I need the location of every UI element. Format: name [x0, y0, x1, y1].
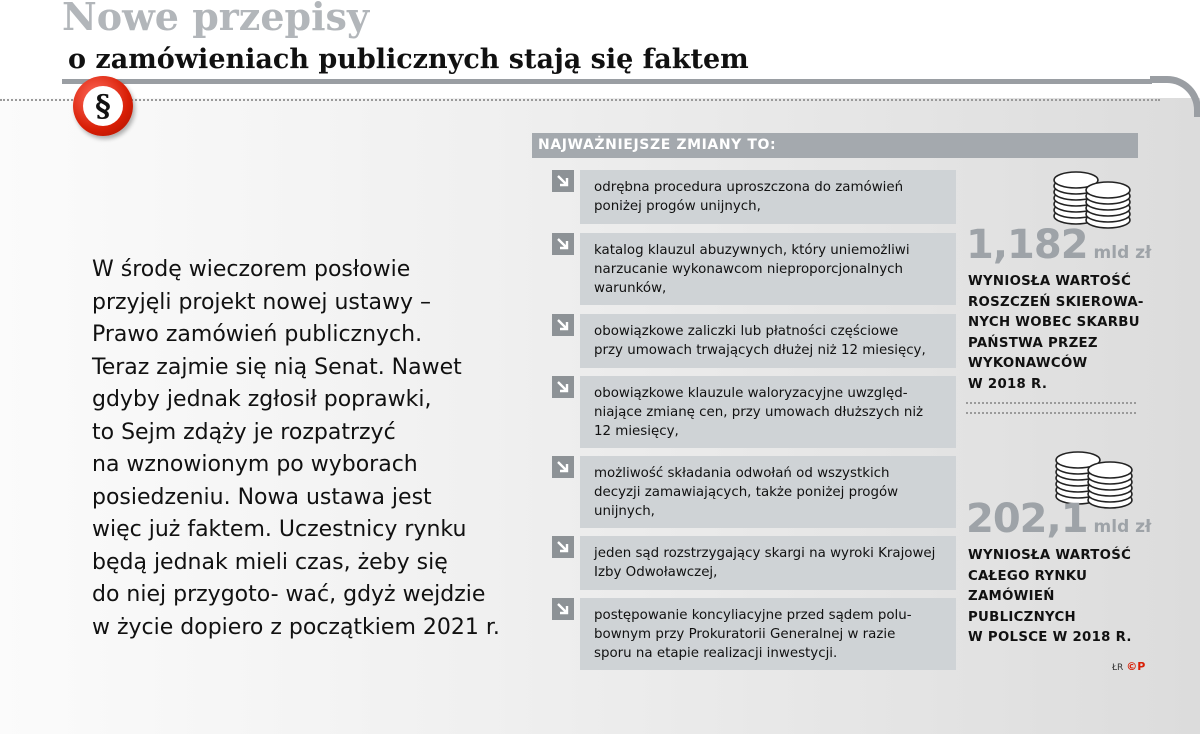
change-line: unijnych, — [594, 504, 655, 519]
intro-text — [92, 254, 522, 644]
change-line: niające zmianę cen, przy umowach dłuższych niż — [594, 405, 924, 420]
stat-line: PUBLICZNYCH — [968, 609, 1076, 625]
stat-line: WYNIOSŁA WARTOŚĆ — [968, 274, 1132, 289]
title-underline — [62, 79, 1152, 84]
stat-line: W 2018 R. — [968, 376, 1048, 392]
intro-line: to Sejm zdąży je rozpatrzyć — [92, 419, 396, 445]
change-line: decyzji zamawiających, także poniżej progów — [594, 485, 899, 500]
credit-author: ŁR — [1112, 663, 1124, 673]
stat-value-2 — [966, 496, 1151, 542]
change-item — [580, 376, 956, 448]
intro-line: więc już faktem. Uczestnicy rynku — [92, 517, 467, 542]
intro-line: do niej przygoto- wać, gdyż wejdzie — [92, 582, 486, 607]
intro-line: gdyby jednak zgłosił poprawki, — [92, 387, 432, 412]
intro-line: posiedzeniu. Nowa ustawa jest — [92, 484, 432, 510]
stat-description-2 — [968, 546, 1132, 649]
change-line: postępowanie koncyliacyjne przed sądem polu- — [594, 608, 912, 623]
stat-description-1 — [968, 272, 1144, 395]
change-line: przy umowach trwających dłużej niż 12 miesięcy, — [594, 343, 926, 358]
arrow-icon — [552, 170, 574, 192]
intro-line: będą jednak mieli czas, żeby się — [92, 549, 448, 575]
stat-value-1 — [966, 222, 1151, 268]
dotted-divider — [0, 99, 1160, 101]
arrow-icon — [552, 456, 574, 478]
intro-line: przyjęli projekt nowej ustawy – — [92, 289, 431, 315]
change-line: narzucanie wykonawcom nieproporcjonalnych — [594, 262, 904, 277]
arrow-icon — [552, 376, 574, 398]
header-corner-decoration — [1150, 76, 1200, 117]
coins-icon — [1050, 166, 1136, 230]
change-line: odrębna procedura uproszczona do zamówień — [594, 180, 904, 195]
page-subtitle: o zamówieniach publicznych stają się faktem — [68, 44, 749, 75]
change-item — [580, 598, 956, 670]
intro-line: Prawo zamówień publicznych. — [92, 322, 423, 347]
change-item — [580, 233, 956, 305]
changes-heading: NAJWAŻNIEJSZE ZMIANY TO: — [532, 133, 1138, 158]
change-line: obowiązkowe klauzule waloryzacyjne uwzględ- — [594, 386, 908, 401]
paragraph-icon — [73, 76, 133, 136]
intro-line: Teraz zajmie się nią Senat. Nawet — [92, 354, 462, 380]
stat-unit: mld zł — [1093, 517, 1152, 537]
arrow-icon — [552, 536, 574, 558]
change-line: bownym przy Prokuratorii Generalnej w razie — [594, 627, 896, 642]
stat-number: 202,1 — [966, 496, 1088, 542]
change-line: Izby Odwoławczej, — [594, 565, 718, 580]
change-line: możliwość składania odwołań od wszystkich — [594, 466, 890, 481]
stat-number: 1,182 — [966, 222, 1088, 268]
change-item — [580, 314, 956, 368]
change-line: poniżej progów unijnych, — [594, 199, 761, 214]
stat-line: CAŁEGO RYNKU — [968, 568, 1088, 584]
stat-line: NYCH WOBEC SKARBU — [968, 315, 1140, 330]
stat-line: WYNIOSŁA WARTOŚĆ — [968, 548, 1132, 563]
stat-line: WYKONAWCÓW — [968, 356, 1088, 371]
intro-line: na wznowionym po wyborach — [92, 452, 418, 477]
arrow-icon — [552, 233, 574, 255]
change-line: warunków, — [594, 281, 667, 296]
arrow-icon — [552, 598, 574, 620]
change-item — [580, 456, 956, 528]
intro-line: W środę wieczorem posłowie — [92, 257, 411, 282]
credit — [1112, 660, 1145, 673]
change-item — [580, 536, 956, 590]
change-line: 12 miesięcy, — [594, 424, 679, 439]
stat-line: ZAMÓWIEŃ — [968, 589, 1055, 604]
change-line: jeden sąd rozstrzygający skargi na wyroki Krajowej — [594, 546, 936, 561]
paragraph-symbol: § — [83, 86, 123, 126]
page-title: Nowe przepisy — [62, 0, 370, 39]
stat-unit: mld zł — [1093, 243, 1152, 263]
change-line: katalog klauzul abuzywnych, który uniemożliwi — [594, 243, 910, 258]
publisher-logo: ©P — [1126, 660, 1146, 673]
stat-line: ROSZCZEŃ SKIEROWA- — [968, 294, 1144, 310]
intro-line: w życie dopiero z początkiem 2021 r. — [92, 614, 500, 640]
stat-line: W POLSCE W 2018 R. — [968, 630, 1132, 645]
change-item — [580, 170, 956, 224]
stat-line: PAŃSTWA PRZEZ — [968, 335, 1098, 351]
stat-separator — [966, 402, 1136, 414]
change-line: obowiązkowe zaliczki lub płatności częściowe — [594, 324, 899, 339]
change-line: sporu na etapie realizacji inwestycji. — [594, 646, 838, 661]
arrow-icon — [552, 314, 574, 336]
